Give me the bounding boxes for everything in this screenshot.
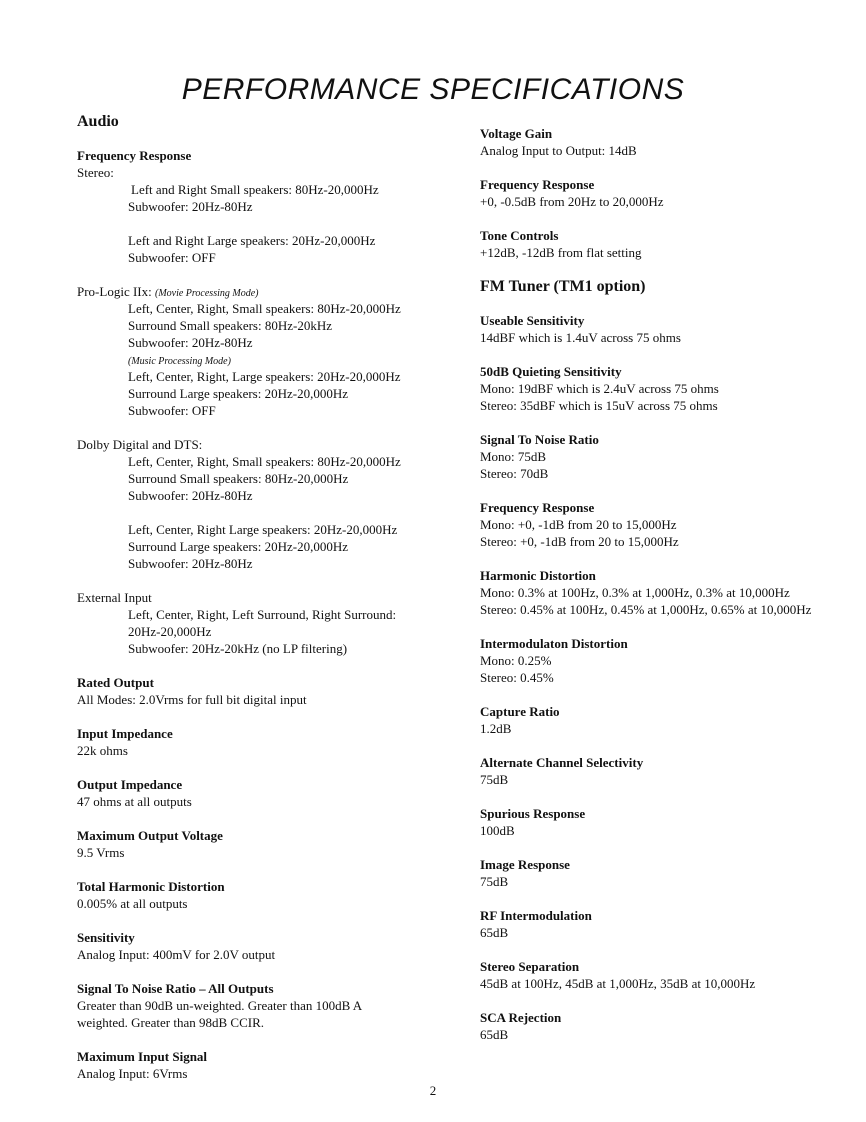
spec-text: Stereo: [77,165,114,180]
spec-text: Left and Right Large speakers: 20Hz-20,000Hz [128,233,376,248]
spec-heading: Stereo Separation [480,959,580,974]
spec-line [77,385,457,402]
spec-group [77,283,457,419]
spec-heading: Tone Controls [480,228,559,243]
spec-line [77,997,457,1014]
spec-heading: Total Harmonic Distortion [77,879,225,894]
spec-line [480,397,860,414]
spec-line [480,771,860,788]
spec-section [77,725,457,759]
spec-line [480,193,860,210]
spec-line [480,975,860,992]
spec-line [480,652,860,669]
spec-section [480,499,860,550]
spec-section [480,431,860,482]
spec-text: Greater than 90dB un-weighted. Greater than 100dB A [77,998,363,1013]
spec-text: 100dB [480,823,515,838]
spec-line [480,329,860,346]
spec-group [77,164,457,215]
spec-heading: Frequency Response [480,500,595,515]
spec-text: Subwoofer: OFF [128,403,216,418]
spec-section [480,805,860,839]
spec-line [77,436,457,453]
spec-text: Subwoofer: OFF [128,250,216,265]
spec-group [77,232,457,266]
spec-text: 0.005% at all outputs [77,896,188,911]
spec-line [480,822,860,839]
spec-group [77,946,457,963]
spec-heading: Maximum Output Voltage [77,828,223,843]
spec-text: Analog Input: 6Vrms [77,1066,188,1081]
spec-text: Subwoofer: 20Hz-80Hz [128,488,253,503]
spec-line [77,844,457,861]
spec-group [77,844,457,861]
spec-line [77,623,457,640]
spec-text: 22k ohms [77,743,128,758]
general-sections [480,125,860,261]
spec-line [77,249,457,266]
spec-line [480,873,860,890]
spec-group [77,793,457,810]
spec-line [77,946,457,963]
spec-line [77,470,457,487]
spec-line [77,317,457,334]
spec-text: 75dB [480,874,509,889]
spec-text: weighted. Greater than 98dB CCIR. [77,1015,265,1030]
audio-sections [77,147,457,1082]
spec-text: Surround Small speakers: 80Hz-20,000Hz [128,471,349,486]
spec-heading: SCA Rejection [480,1010,562,1025]
spec-text: Stereo: 35dBF which is 15uV across 75 ohms [480,398,718,413]
spec-section [480,227,860,261]
spec-text: Surround Large speakers: 20Hz-20,000Hz [128,539,348,554]
spec-text: 47 ohms at all outputs [77,794,192,809]
spec-text: Left, Center, Right, Left Surround, Right Surround: [128,607,397,622]
spec-section [480,1009,860,1043]
spec-group [480,329,860,346]
spec-line [77,181,457,198]
spec-line [480,1026,860,1043]
spec-section [77,878,457,912]
spec-line [480,584,860,601]
spec-text: All Modes: 2.0Vrms for full bit digital input [77,692,307,707]
spec-text: Mono: 75dB [480,449,547,464]
spec-line [77,164,457,181]
spec-line [480,465,860,482]
spec-line [77,742,457,759]
spec-line [77,368,457,385]
spec-heading: Frequency Response [480,177,595,192]
spec-line [77,606,457,623]
spec-text: 65dB [480,1027,509,1042]
spec-text: Subwoofer: 20Hz-80Hz [128,199,253,214]
spec-group [480,822,860,839]
spec-text: Stereo: 70dB [480,466,549,481]
spec-section [480,312,860,346]
spec-group [480,771,860,788]
spec-heading: Intermodulaton Distortion [480,636,628,651]
spec-heading: Input Impedance [77,726,173,741]
spec-line [77,232,457,249]
spec-line [77,1014,457,1031]
spec-line [480,669,860,686]
spec-section [480,907,860,941]
spec-heading: Sensitivity [77,930,135,945]
spec-section [480,635,860,686]
spec-line [77,640,457,657]
spec-group [77,521,457,572]
spec-group [480,652,860,686]
left-column [77,112,457,1099]
spec-heading: Harmonic Distortion [480,568,596,583]
spec-section [77,674,457,708]
spec-text: 9.5 Vrms [77,845,125,860]
fm-tuner-heading: FM Tuner (TM1 option) [480,278,646,295]
spec-line [77,402,457,419]
spec-text: Surround Small speakers: 80Hz-20kHz [128,318,332,333]
spec-section [480,703,860,737]
spec-section [480,567,860,618]
spec-text: Mono: 19dBF which is 2.4uV across 75 ohms [480,381,719,396]
spec-line [77,198,457,215]
mode-note: (Movie Processing Mode) [154,288,259,299]
page-number: 2 [429,1083,437,1098]
spec-group [480,873,860,890]
spec-heading: RF Intermodulation [480,908,592,923]
fm-tuner-sections [480,312,860,1043]
spec-heading: Output Impedance [77,777,183,792]
spec-line [77,351,457,368]
spec-line [77,589,457,606]
page-title: PERFORMANCE SPECIFICATIONS [181,73,685,106]
spec-line [77,691,457,708]
spec-heading: Maximum Input Signal [77,1049,208,1064]
spec-text: 14dBF which is 1.4uV across 75 ohms [480,330,681,345]
spec-text: 1.2dB [480,721,512,736]
spec-text: External Input [77,590,152,605]
spec-text: +12dB, -12dB from flat setting [480,245,642,260]
spec-text: Dolby Digital and DTS: [77,437,203,452]
spec-group [480,193,860,210]
spec-line [480,516,860,533]
spec-group [480,516,860,550]
spec-text: Stereo: 0.45% at 100Hz, 0.45% at 1,000Hz, 0.65% at 10,000Hz [480,602,812,617]
spec-section [480,125,860,159]
spec-heading: Voltage Gain [480,126,553,141]
spec-text: Pro-Logic IIx: [77,284,155,299]
spec-group [480,244,860,261]
spec-text: Subwoofer: 20Hz-20kHz (no LP filtering) [128,641,348,656]
spec-section [480,856,860,890]
spec-line [77,538,457,555]
spec-group [77,691,457,708]
spec-line [480,448,860,465]
spec-section [77,1048,457,1082]
spec-line [480,720,860,737]
spec-text: Left, Center, Right Large speakers: 20Hz-20,000Hz [128,522,398,537]
spec-text: +0, -0.5dB from 20Hz to 20,000Hz [480,194,664,209]
spec-line [77,1065,457,1082]
spec-line [77,487,457,504]
spec-text: Mono: 0.3% at 100Hz, 0.3% at 1,000Hz, 0.3% at 10,000Hz [480,585,790,600]
spec-group [480,142,860,159]
spec-heading: Alternate Channel Selectivity [480,755,644,770]
spec-section [77,147,457,657]
spec-heading: 50dB Quieting Sensitivity [480,364,622,379]
spec-text: Analog Input: 400mV for 2.0V output [77,947,276,962]
spec-text: Mono: +0, -1dB from 20 to 15,000Hz [480,517,677,532]
spec-heading: Image Response [480,857,570,872]
spec-group [77,997,457,1031]
spec-text: Mono: 0.25% [480,653,552,668]
spec-group [77,895,457,912]
spec-group [480,975,860,992]
spec-section [480,754,860,788]
spec-group [77,1065,457,1082]
spec-text: 20Hz-20,000Hz [128,624,212,639]
spec-line [77,453,457,470]
spec-heading: Spurious Response [480,806,586,821]
spec-text: 45dB at 100Hz, 45dB at 1,000Hz, 35dB at 10,000Hz [480,976,756,991]
spec-text: Surround Large speakers: 20Hz-20,000Hz [128,386,348,401]
spec-heading: Rated Output [77,675,154,690]
spec-heading: Signal To Noise Ratio – All Outputs [77,981,274,996]
spec-group [480,448,860,482]
spec-text: Left, Center, Right, Small speakers: 80Hz-20,000Hz [128,301,401,316]
spec-text: 75dB [480,772,509,787]
spec-line [77,521,457,538]
spec-heading: Capture Ratio [480,704,560,719]
spec-section [480,363,860,414]
mode-note: (Music Processing Mode) [128,356,231,367]
spec-section [77,827,457,861]
spec-heading: Signal To Noise Ratio [480,432,599,447]
spec-text: Left, Center, Right, Small speakers: 80Hz-20,000Hz [128,454,401,469]
spec-group [480,584,860,618]
spec-line [77,895,457,912]
spec-line [480,533,860,550]
spec-line [480,142,860,159]
spec-section [77,776,457,810]
spec-section [77,929,457,963]
spec-group [77,436,457,504]
spec-section [77,980,457,1031]
spec-line [77,793,457,810]
spec-text: Left, Center, Right, Large speakers: 20Hz-20,000Hz [128,369,401,384]
spec-text: Left and Right Small speakers: 80Hz-20,000Hz [131,182,379,197]
spec-heading: Useable Sensitivity [480,313,585,328]
spec-group [77,589,457,657]
spec-section [480,958,860,992]
spec-line [77,555,457,572]
audio-heading: Audio [77,113,119,130]
right-column [480,125,860,1060]
spec-group [480,720,860,737]
spec-text: Stereo: +0, -1dB from 20 to 15,000Hz [480,534,679,549]
spec-text: Stereo: 0.45% [480,670,554,685]
spec-line [77,334,457,351]
spec-text: Subwoofer: 20Hz-80Hz [128,556,253,571]
spec-text: 65dB [480,925,509,940]
spec-line [480,244,860,261]
spec-group [480,924,860,941]
spec-line [77,300,457,317]
spec-group [480,380,860,414]
spec-line [77,283,457,300]
spec-line [480,924,860,941]
spec-text: Analog Input to Output: 14dB [480,143,637,158]
spec-section [480,176,860,210]
spec-line [480,601,860,618]
spec-heading: Frequency Response [77,148,192,163]
spec-group [77,742,457,759]
spec-text: Subwoofer: 20Hz-80Hz [128,335,253,350]
spec-line [480,380,860,397]
spec-group [480,1026,860,1043]
